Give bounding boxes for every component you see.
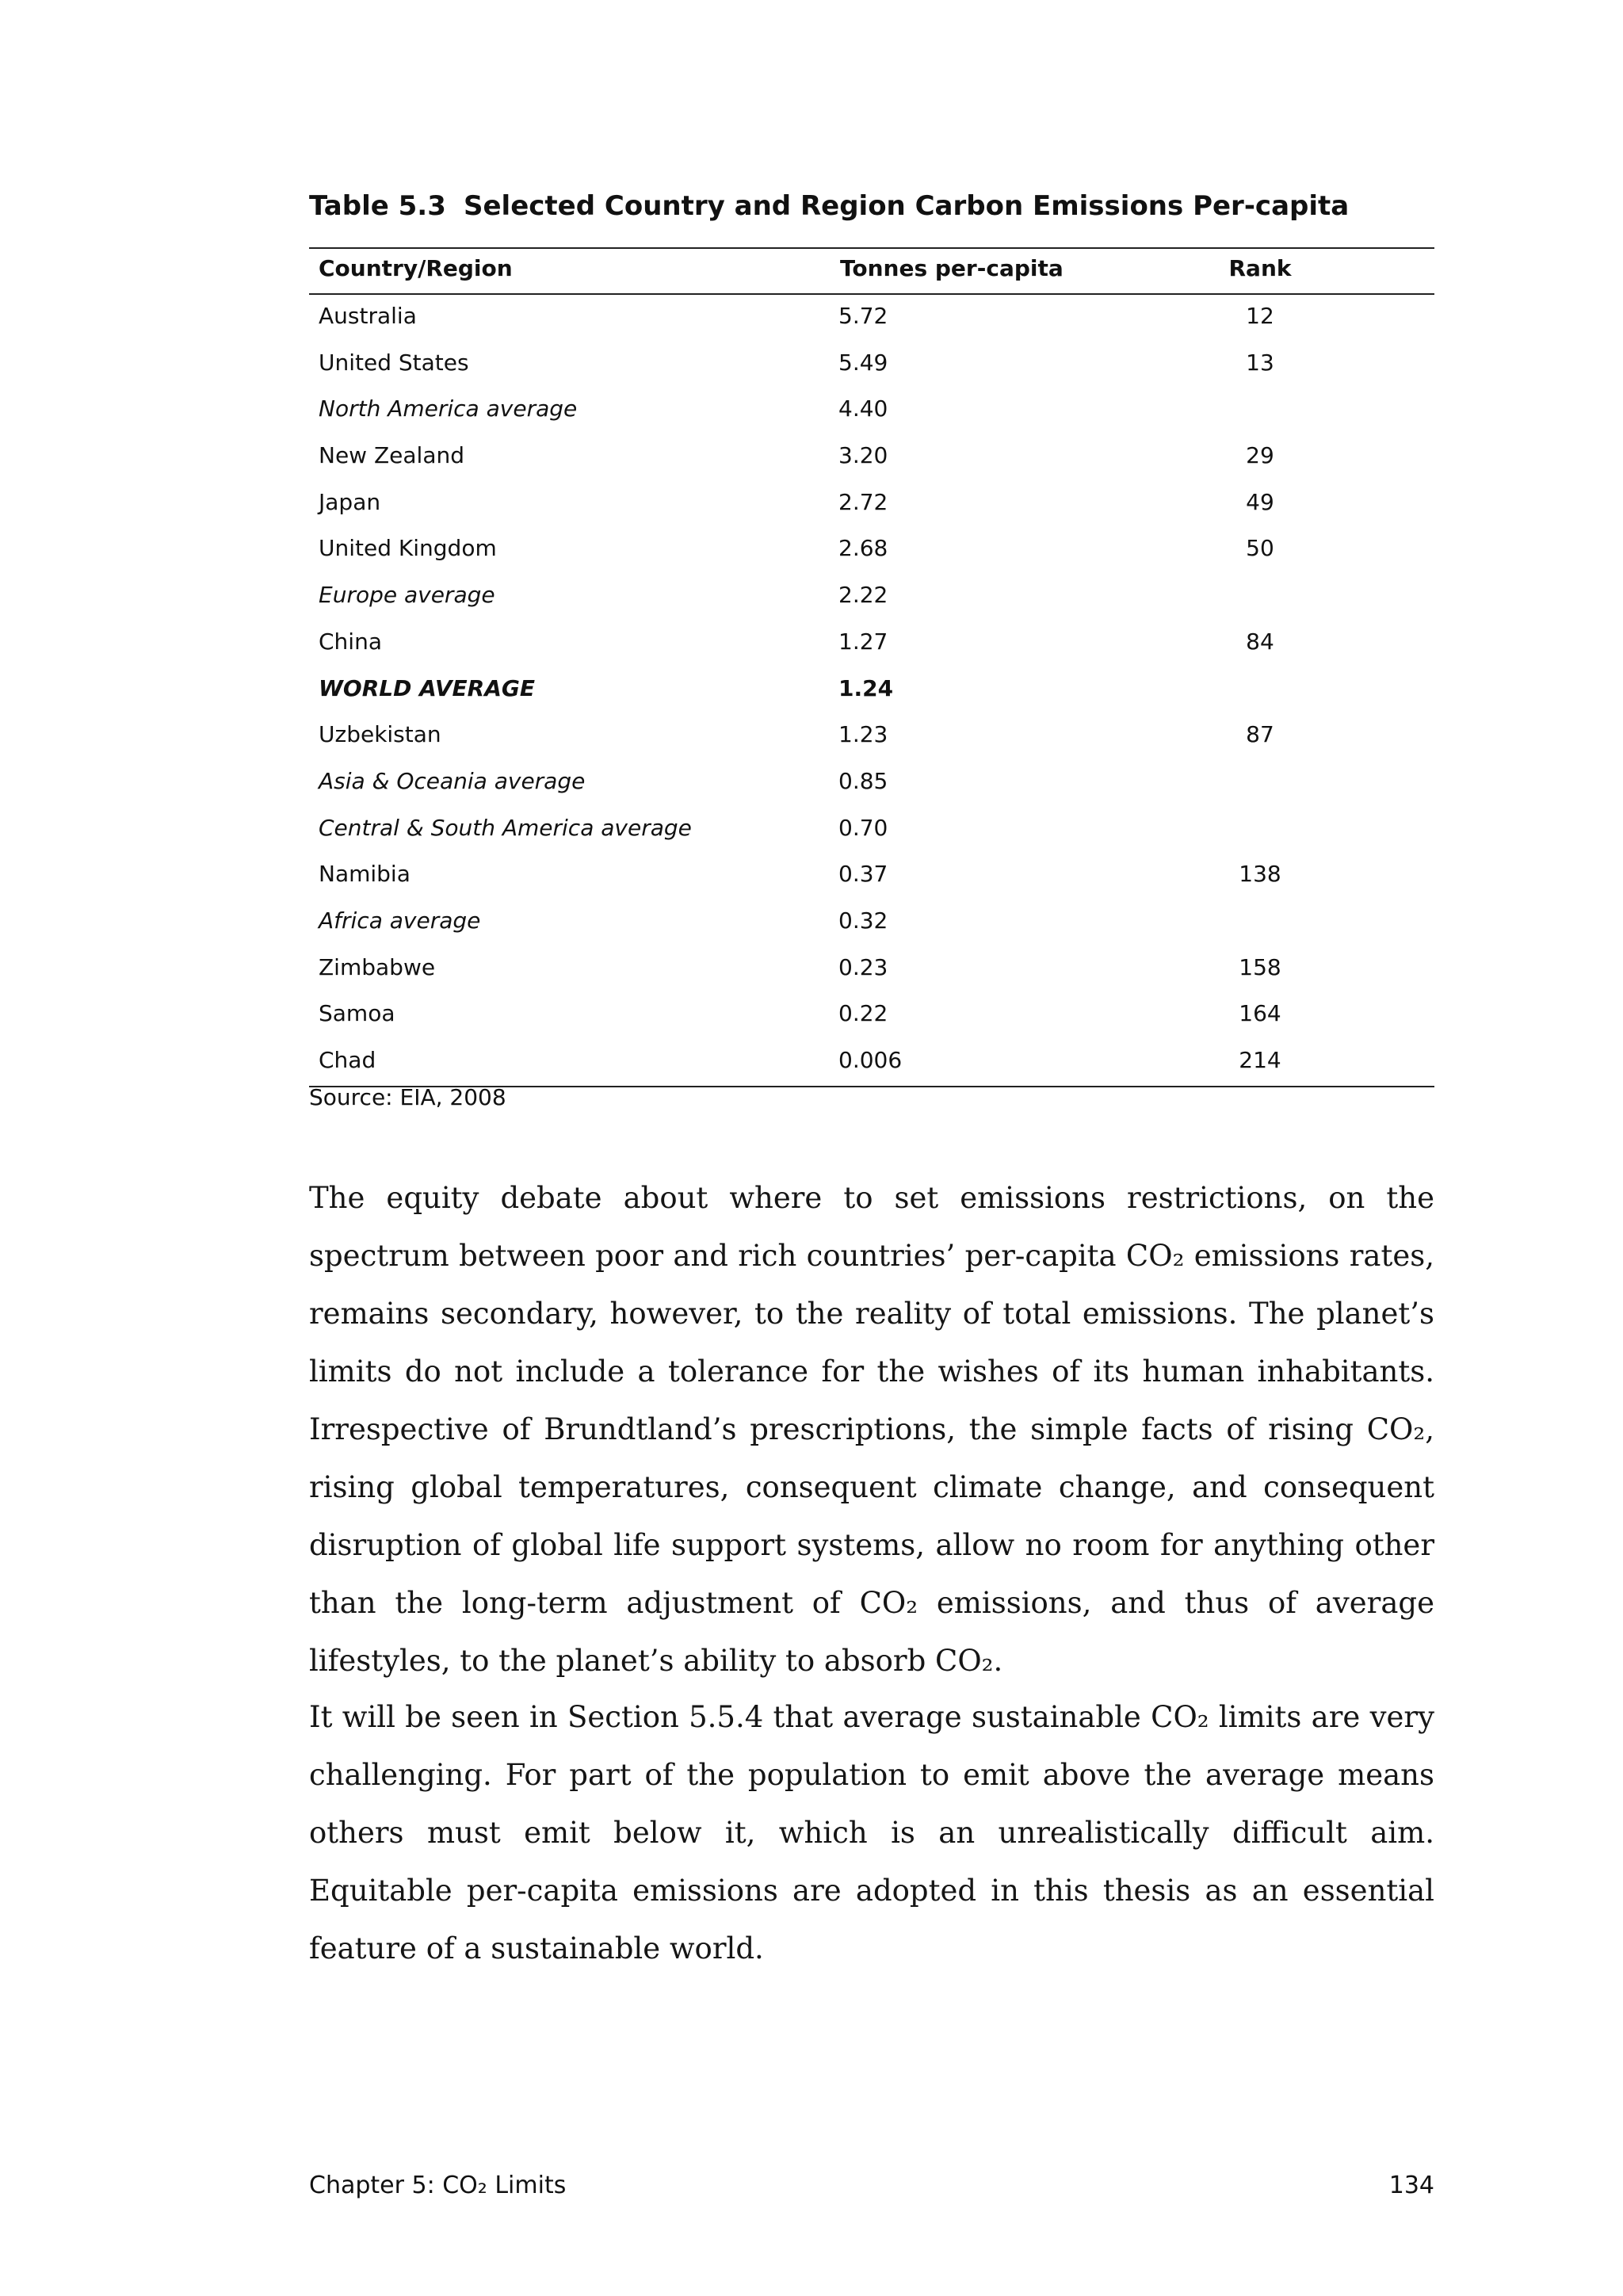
tonnes-cell: 1.23 [838, 721, 888, 748]
country-cell: Asia & Oceania average [319, 767, 586, 794]
country-cell: United States [319, 349, 469, 376]
table-row [309, 434, 1434, 481]
table-caption [309, 190, 1349, 222]
country-cell: Samoa [319, 1000, 395, 1027]
country-cell: Europe average [319, 582, 495, 609]
table-row [309, 481, 1434, 528]
rank-cell: 138 [1239, 861, 1281, 888]
table-row [309, 667, 1434, 714]
table-row [309, 574, 1434, 621]
tonnes-cell: 5.49 [838, 349, 888, 376]
table-body [309, 295, 1434, 1086]
table-number: Table 5.3 [309, 190, 446, 222]
table-row [309, 342, 1434, 388]
country-cell: Uzbekistan [319, 721, 441, 748]
table-top-rule [309, 247, 1434, 249]
tonnes-cell: 0.37 [838, 861, 888, 888]
rank-cell: 49 [1246, 488, 1274, 515]
country-cell: Australia [319, 303, 417, 329]
tonnes-cell: 0.85 [838, 767, 888, 794]
country-cell: WORLD AVERAGE [319, 674, 535, 701]
tonnes-cell: 0.006 [838, 1047, 903, 1073]
table-row [309, 295, 1434, 342]
footer-chapter: Chapter 5: CO₂ Limits [309, 2172, 567, 2199]
table-row [309, 946, 1434, 993]
tonnes-cell: 5.72 [838, 303, 888, 329]
table-row [309, 760, 1434, 807]
table-source: Source: EIA, 2008 [309, 1084, 506, 1110]
table-header-row [309, 255, 1434, 288]
tonnes-cell: 3.20 [838, 442, 888, 469]
rank-cell: 84 [1246, 628, 1274, 655]
rank-cell: 87 [1246, 721, 1274, 748]
tonnes-cell: 0.23 [838, 953, 888, 980]
table-row [309, 1039, 1434, 1086]
table-row [309, 388, 1434, 434]
table-row [309, 807, 1434, 854]
table-row [309, 713, 1434, 760]
country-cell: Zimbabwe [319, 953, 436, 980]
tonnes-cell: 1.27 [838, 628, 888, 655]
body-paragraph-2: It will be seen in Section 5.5.4 that average sustainable CO₂ limits are very challenging. For part of the population to emit above the average means others must emit below it, which is an unrealistically difficult aim. Equitable per-capita emissions are adopted in this thesis as an essential feature of a sustainable world. [309, 1700, 1434, 1966]
tonnes-cell: 4.40 [838, 395, 888, 422]
column-header-country: Country/Region [319, 255, 513, 281]
country-cell: Africa average [319, 907, 481, 934]
column-header-rank: Rank [1228, 255, 1292, 281]
country-cell: North America average [319, 395, 578, 422]
rank-cell: 13 [1246, 349, 1274, 376]
table-row [309, 992, 1434, 1039]
column-header-tonnes: Tonnes per-capita [840, 255, 1064, 281]
tonnes-cell: 2.68 [838, 535, 888, 562]
country-cell: Chad [319, 1047, 376, 1073]
country-cell: China [319, 628, 382, 655]
body-paragraph-1: The equity debate about where to set emissions restrictions, on the spectrum between poor and rich countries’ per-capita CO₂ emissions rates, remains secondary, however, to the reality of total emissions. The planet’s limits do not include a tolerance for the wishes of its human inhabitants. Irrespective of Brundtland’s prescriptions, the simple facts of rising CO₂, rising global temperatures, consequent climate change, and consequent disruption of global life support systems, allow no room for anything other than the long-term adjustment of CO₂ emissions, and thus of average lifestyles, to the planet’s ability to absorb CO₂. [309, 1181, 1434, 1678]
rank-cell: 50 [1246, 535, 1274, 562]
table-row [309, 853, 1434, 900]
tonnes-cell: 0.70 [838, 814, 888, 841]
page-number: 134 [1388, 2172, 1434, 2199]
rank-cell: 29 [1246, 442, 1274, 469]
table-row [309, 527, 1434, 574]
country-cell: Japan [319, 488, 381, 515]
tonnes-cell: 0.32 [838, 907, 888, 934]
table-row [309, 900, 1434, 946]
country-cell: United Kingdom [319, 535, 497, 562]
country-cell: Central & South America average [319, 814, 692, 841]
rank-cell: 158 [1239, 953, 1281, 980]
rank-cell: 12 [1246, 303, 1274, 329]
rank-cell: 164 [1239, 1000, 1281, 1027]
table-row [309, 621, 1434, 667]
tonnes-cell: 2.22 [838, 582, 888, 609]
tonnes-cell: 1.24 [838, 674, 894, 701]
rank-cell: 214 [1239, 1047, 1281, 1073]
table-title: Selected Country and Region Carbon Emissions Per-capita [464, 190, 1350, 222]
country-cell: Namibia [319, 861, 411, 888]
tonnes-cell: 0.22 [838, 1000, 888, 1027]
tonnes-cell: 2.72 [838, 488, 888, 515]
country-cell: New Zealand [319, 442, 464, 469]
